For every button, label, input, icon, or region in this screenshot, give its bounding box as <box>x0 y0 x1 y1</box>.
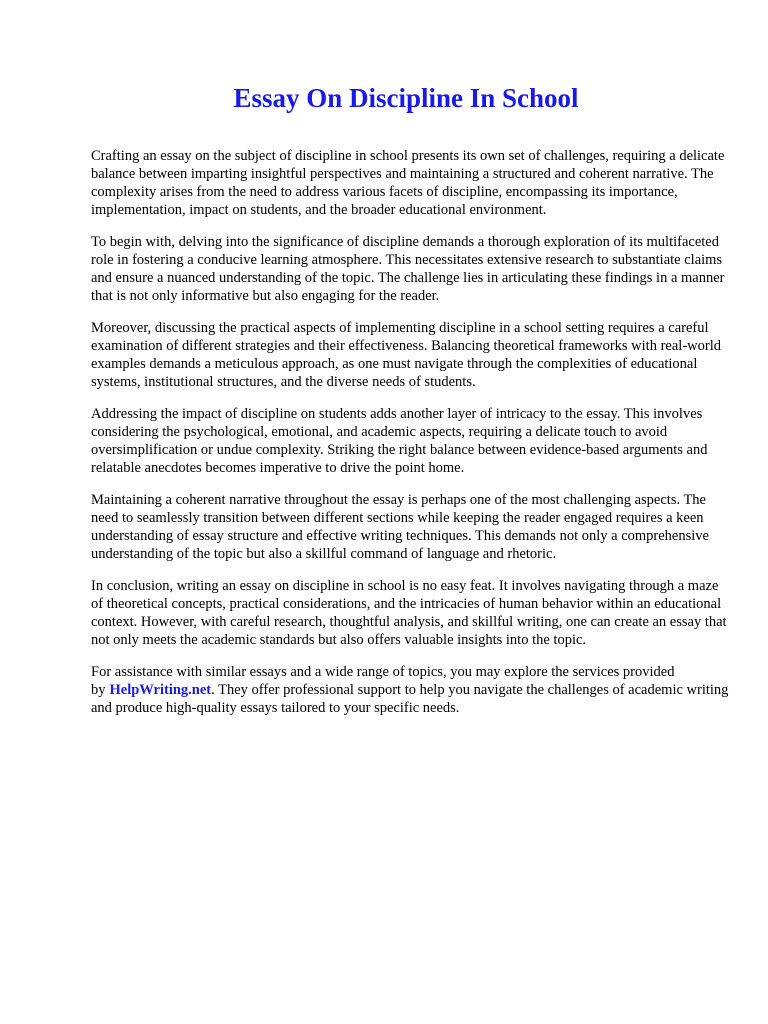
closing-text-after: . They offer professional support to help you navigate the challenges of academic writing and produce high-quality essays tailored to your specific needs. <box>91 682 729 716</box>
closing-paragraph <box>91 663 731 717</box>
helpwriting-link[interactable]: HelpWriting.net <box>109 682 212 698</box>
paragraph-4: Addressing the impact of discipline on students adds another layer of intricacy to the essay. This involves considering the psychological, emotional, and academic aspects, requiring a delicate touch to avoid oversimplification or undue complexity. Striking the right balance between evidence-based arguments and relatable anecdotes becomes imperative to drive the point home. <box>91 406 708 476</box>
paragraph-6: In conclusion, writing an essay on discipline in school is no easy feat. It involves navigating through a maze of theoretical concepts, practical considerations, and the intricacies of human behavior within an educational context. However, with careful research, thoughtful analysis, and skillful writing, one can create an essay that not only meets the academic standards but also offers valuable insights into the topic. <box>91 578 727 648</box>
paragraph-2: To begin with, delving into the significance of discipline demands a thorough exploration of its multifaceted role in fostering a conducive learning atmosphere. This necessitates extensive research to substantiate claims and ensure a nuanced understanding of the topic. The challenge lies in articulating these findings in a manner that is not only informative but also engaging for the reader. <box>91 234 725 304</box>
paragraph-1: Crafting an essay on the subject of discipline in school presents its own set of challenges, requiring a delicate balance between imparting insightful perspectives and maintaining a structured and coherent narrative. The complexity arises from the need to address various facets of discipline, encompassing its importance, implementation, impact on students, and the broader educational environment. <box>91 148 725 218</box>
page-title: Essay On Discipline In School <box>233 83 579 113</box>
closing-text-before: For assistance with similar essays and a wide range of topics, you may explore the services provided by <box>91 664 675 698</box>
paragraph-5: Maintaining a coherent narrative throughout the essay is perhaps one of the most challenging aspects. The need to seamlessly transition between different sections while keeping the reader engaged requires a keen understanding of essay structure and effective writing techniques. This demands not only a comprehensive understanding of the topic but also a skillful command of language and rhetoric. <box>91 492 709 562</box>
essay-body <box>91 147 731 731</box>
paragraph-3: Moreover, discussing the practical aspects of implementing discipline in a school setting requires a careful examination of different strategies and their effectiveness. Balancing theoretical frameworks with real-world examples demands a meticulous approach, as one must navigate through the complexities of educational systems, institutional structures, and the diverse needs of students. <box>91 320 721 390</box>
